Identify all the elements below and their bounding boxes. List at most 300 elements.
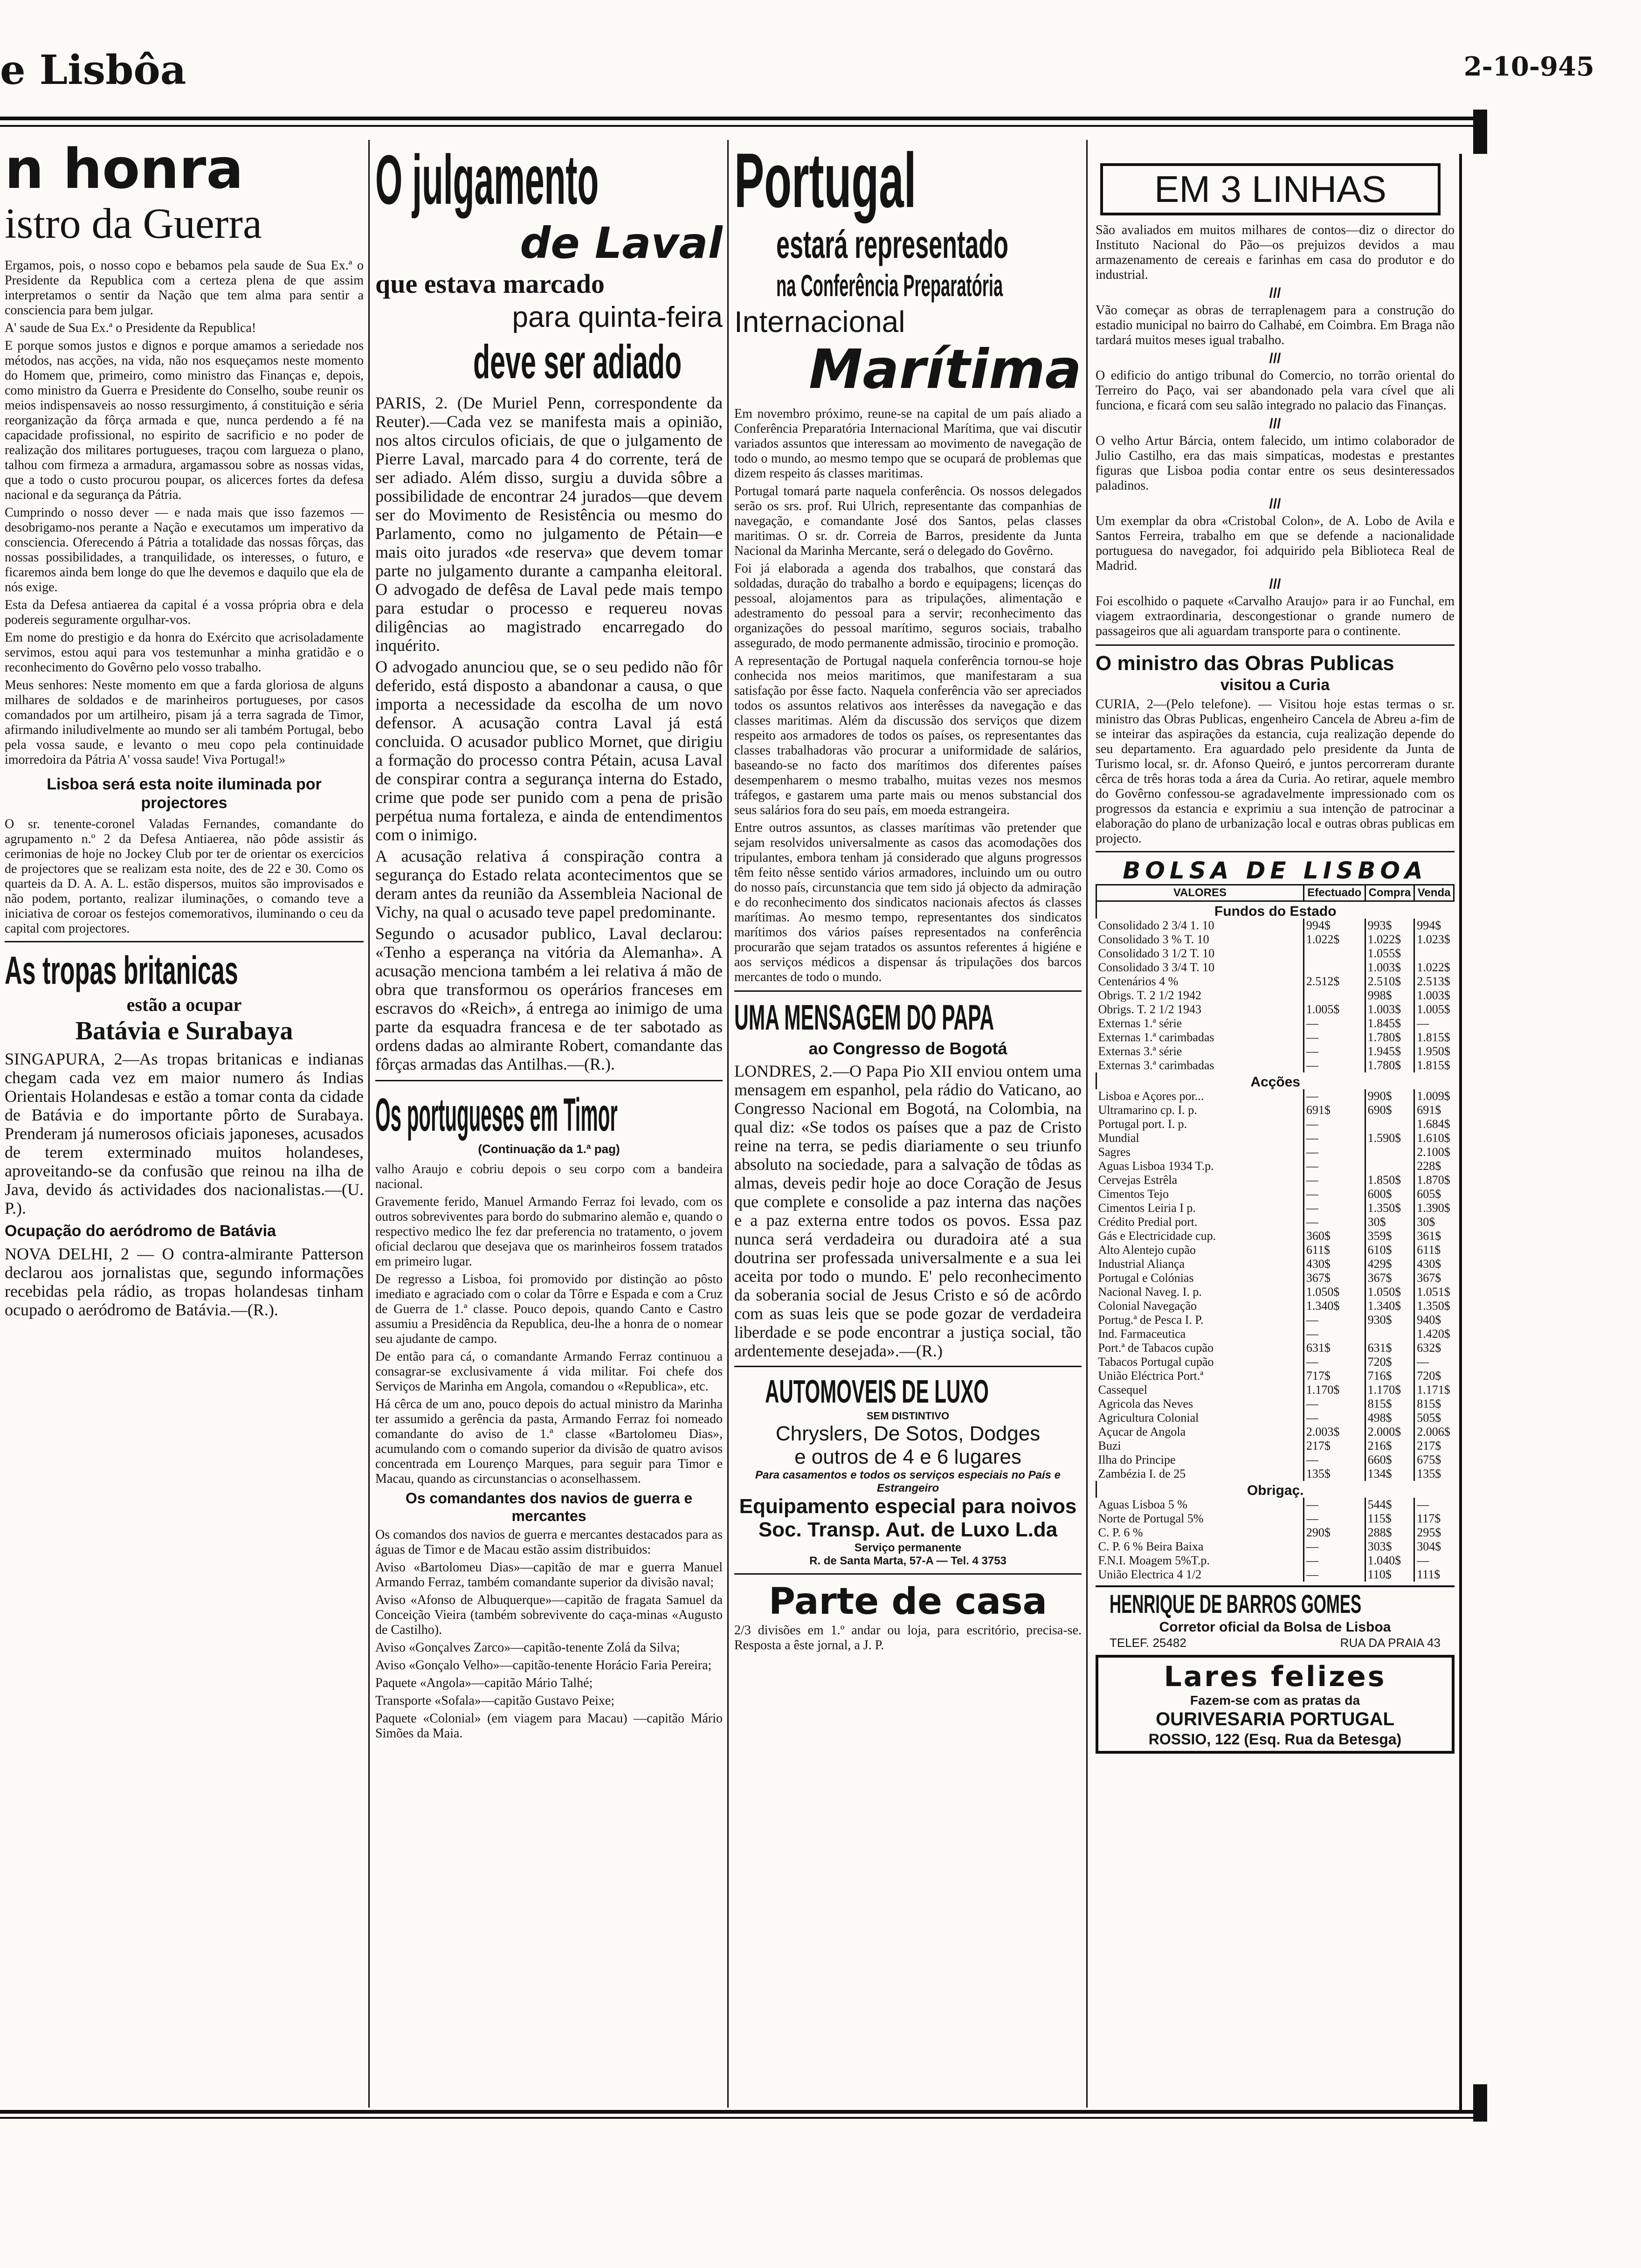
bolsa-cell-valor: Cimentos Leiria I p. bbox=[1098, 1201, 1196, 1215]
bolsa-cell-valor: C. P. 6 % Beira Baixa bbox=[1098, 1540, 1204, 1553]
col3-divider bbox=[734, 990, 1082, 992]
ad-gomes-phone: TELEF. 25482 bbox=[1110, 1636, 1186, 1650]
bolsa-cell-venda: 2.513$ bbox=[1414, 975, 1454, 989]
bolsa-cell-venda: 675$ bbox=[1414, 1453, 1454, 1467]
bolsa-cell-efectuado: — bbox=[1303, 1313, 1365, 1327]
col-divider-3 bbox=[1086, 140, 1088, 2108]
bolsa-cell-compra: 429$ bbox=[1365, 1257, 1414, 1271]
bolsa-row bbox=[1096, 1568, 1454, 1582]
bolsa-header-row bbox=[1096, 885, 1454, 901]
bolsa-cell-venda: 505$ bbox=[1414, 1411, 1454, 1425]
bolsa-cell-valor: Portug.ª de Pesca I. P. bbox=[1098, 1313, 1204, 1327]
bolsa-cell-valor: Externas 3.ª carimbadas bbox=[1098, 1058, 1214, 1072]
col4-sep-5: /// bbox=[1269, 576, 1281, 592]
bolsa-cell-efectuado: — bbox=[1303, 1215, 1365, 1229]
ad-lares-title: Lares felizes bbox=[1164, 1660, 1386, 1693]
col4-obras-text: CURIA, 2—(Pelo telefone). — Visitou hoje estas termas o sr. ministro das Obras Publicas, engenheiro Cancela de Abreu a-fim de se inteirar das aspirações da estancia, cuja realização depende do seu departamento. Era aguardado pelo presidente da Junta de Turismo local, sr. dr. Afonso Queiró, e juntos percorreram durante cêrca de três horas toda a área da Curia. Ao retirar, aquele membro do Govêrno confessou-se agradavelmente impressionado com os progressos da estancia e exprimiu a sua intenção de patrocinar a elaboração do plano de urbanização local e outras obras publicas em projecto. bbox=[1096, 697, 1455, 846]
bolsa-cell-compra: 2.510$ bbox=[1365, 975, 1414, 989]
bolsa-row bbox=[1096, 961, 1454, 975]
bolsa-row bbox=[1096, 1439, 1454, 1453]
bolsa-cell-efectuado: — bbox=[1303, 1355, 1365, 1369]
bolsa-cell-efectuado: — bbox=[1303, 1498, 1365, 1512]
ad-lares-line1: Fazem-se com as pratas da bbox=[1190, 1693, 1360, 1708]
bolsa-row bbox=[1096, 1243, 1454, 1257]
col2-timor-cont: (Continuação da 1.ª pag) bbox=[478, 1142, 620, 1156]
col3-headline-4: Internacional bbox=[734, 305, 905, 339]
col1-sub2: Ocupação do aeródromo de Batávia bbox=[5, 1222, 276, 1240]
bolsa-cell-valor: União Eléctrica Port.ª bbox=[1098, 1369, 1204, 1383]
bolsa-cell-efectuado: 1.340$ bbox=[1303, 1299, 1365, 1313]
col2-timor-para-2: Gravemente ferido, Manuel Armando Ferraz foi levado, com os outros sobreviventes para bordo do submarino alemão e, quando o respectivo medico lhe fez dar preferencia no tratamento, o jovem oficial declarou que desejava que os marinheiros fossem tratados em primeiro lugar. bbox=[375, 1195, 723, 1269]
bolsa-cell-valor: Ind. Farmaceutica bbox=[1098, 1327, 1186, 1341]
ad-parte-casa-text: 2/3 divisões em 1.º andar ou loja, para escritório, precisa-se. Resposta a êste jornal, a J. P. bbox=[734, 1623, 1082, 1653]
bolsa-cell-efectuado: 1.005$ bbox=[1303, 1003, 1365, 1016]
bolsa-cell-venda: 1.350$ bbox=[1414, 1299, 1454, 1313]
bolsa-cell-compra: 498$ bbox=[1365, 1411, 1414, 1425]
bolsa-cell-compra: 216$ bbox=[1365, 1439, 1414, 1453]
bolsa-row bbox=[1096, 1285, 1454, 1299]
bolsa-cell-valor: Ilha do Principe bbox=[1098, 1453, 1176, 1466]
col2-para-1: PARIS, 2. (De Muriel Penn, correspondente da Reuter).—Cada vez se manifesta mais a opinião, nos altos circulos oficiais, de que o julgamento de Pierre Laval, marcado para 4 do corrente, terá de ser adiado. Além disso, surgiu a duvida sôbre a possibilidade de encontrar 24 jurados—que devem ser do Movimento de Resistência ou mesmo do Parlamento, como no julgamento de Pétain—e mais oito jurados «de reserva» que devem tomar parte no julgamento durante a campanha eleitoral. O advogado de defêsa de Laval pede mais tempo para estudar o processo e requereu novas diligências ao magistrado encarregado do inquérito. bbox=[375, 394, 723, 655]
ad-gomes bbox=[1096, 1589, 1455, 1650]
bolsa-cell-efectuado: — bbox=[1303, 1058, 1365, 1072]
bolsa-cell-compra: 993$ bbox=[1365, 919, 1414, 933]
bolsa-cell-compra: 1.845$ bbox=[1365, 1016, 1414, 1030]
bolsa-cell-venda: 1.815$ bbox=[1414, 1030, 1454, 1044]
bolsa-cell-efectuado: 717$ bbox=[1303, 1369, 1365, 1383]
bolsa-cell-compra: 367$ bbox=[1365, 1271, 1414, 1285]
bolsa-cell-valor: Agricola das Neves bbox=[1098, 1397, 1193, 1411]
bolsa-cell-valor: Crédito Predial port. bbox=[1098, 1215, 1198, 1229]
column-3 bbox=[734, 140, 1082, 2103]
ad-gomes-name: HENRIQUE DE BARROS GOMES bbox=[1110, 1589, 1362, 1618]
bolsa-cell-compra bbox=[1365, 1327, 1414, 1341]
bolsa-cell-compra: 660$ bbox=[1365, 1453, 1414, 1467]
bolsa-cell-compra: 1.340$ bbox=[1365, 1299, 1414, 1313]
col3-papa-sub: ao Congresso de Bogotá bbox=[808, 1039, 1007, 1058]
bolsa-cell-compra: 631$ bbox=[1365, 1341, 1414, 1355]
col-divider-1 bbox=[368, 140, 370, 2108]
bolsa-table bbox=[1096, 884, 1455, 1582]
bolsa-cell-compra: 1.850$ bbox=[1365, 1173, 1414, 1187]
bolsa-cell-compra bbox=[1365, 1117, 1414, 1131]
bolsa-cell-valor: Consolidado 3 % T. 10 bbox=[1098, 933, 1209, 946]
ad-automoveis-line2: e outros de 4 e 6 lugares bbox=[794, 1445, 1021, 1468]
bolsa-row bbox=[1096, 933, 1454, 947]
bolsa-cell-venda: 111$ bbox=[1414, 1568, 1454, 1582]
bolsa-cell-efectuado: — bbox=[1303, 1397, 1365, 1411]
bolsa-cell-valor: Alto Alentejo cupão bbox=[1098, 1243, 1196, 1257]
bolsa-cell-valor: Obrigs. T. 2 1/2 1943 bbox=[1098, 1003, 1201, 1016]
bolsa-cell-compra: 1.945$ bbox=[1365, 1044, 1414, 1058]
bolsa-row bbox=[1096, 1271, 1454, 1285]
bolsa-cell-venda: 30$ bbox=[1414, 1215, 1454, 1229]
bolsa-cell-venda: 1.420$ bbox=[1414, 1327, 1454, 1341]
col3-papa-headline: UMA MENSAGEM DO PAPA bbox=[734, 998, 994, 1037]
col1-sub2-text: NOVA DELHI, 2 — O contra-almirante Patterson declarou aos jornalistas que, segundo informações recebidas pela rádio, as tropas holandesas tinham ocupado o aeródromo de Batávia.—(R.). bbox=[5, 1245, 364, 1319]
bottom-rule-thick bbox=[0, 2110, 1473, 2114]
col1-tropas-sub2: Batávia e Surabaya bbox=[75, 1016, 293, 1045]
bolsa-cell-efectuado: 1.050$ bbox=[1303, 1285, 1365, 1299]
bolsa-cell-valor: Aguas Lisboa 1934 T.p. bbox=[1098, 1159, 1214, 1173]
bolsa-cell-compra: 1.050$ bbox=[1365, 1285, 1414, 1299]
bolsa-cell-valor: Portugal port. I. p. bbox=[1098, 1117, 1187, 1131]
bolsa-cell-compra: 720$ bbox=[1365, 1355, 1414, 1369]
bolsa-cell-efectuado: — bbox=[1303, 1512, 1365, 1526]
bolsa-section-label: Acções bbox=[1096, 1072, 1454, 1089]
ad-automoveis-title: AUTOMOVEIS DE LUXO bbox=[765, 1373, 989, 1410]
ad-lares bbox=[1096, 1655, 1455, 1754]
bolsa-cell-compra: 359$ bbox=[1365, 1229, 1414, 1243]
bolsa-row bbox=[1096, 1030, 1454, 1044]
bolsa-cell-valor: Externas 1.ª série bbox=[1098, 1016, 1182, 1030]
bolsa-cell-compra: 1.780$ bbox=[1365, 1030, 1414, 1044]
bolsa-row bbox=[1096, 1044, 1454, 1058]
bolsa-cell-efectuado bbox=[1303, 989, 1365, 1003]
col4-item-1: São avaliados em muitos milhares de contos—diz o director do Instituto Nacional do Pão—os prejuizos devidos a mau armazenamento de cereais e farinhas em casa do produtor e do industrial. bbox=[1096, 223, 1455, 282]
ad-automoveis-line1: Chryslers, De Sotos, Dodges bbox=[775, 1422, 1041, 1445]
col2-timor-headline: Os portugueses em Timor bbox=[375, 1089, 618, 1141]
bolsa-row bbox=[1096, 989, 1454, 1003]
bolsa-cell-compra: 990$ bbox=[1365, 1089, 1414, 1103]
bolsa-header-venda: Venda bbox=[1414, 885, 1454, 901]
bolsa-row bbox=[1096, 1383, 1454, 1397]
bolsa-cell-venda: 361$ bbox=[1414, 1229, 1454, 1243]
col1-subheadline: istro da Guerra bbox=[5, 200, 262, 247]
bolsa-section-header bbox=[1096, 901, 1454, 919]
bolsa-row bbox=[1096, 1145, 1454, 1159]
bolsa-cell-valor: Externas 1.ª carimbadas bbox=[1098, 1030, 1214, 1044]
col2-para-4: Segundo o acusador publico, Laval declarou: «Tenho a esperança na vitória da Alemanha». A acusação menciona também a lei relativa á mão de obra que transformou os operários franceses em escravos do «Reich», á entrega ao inimigo de uma parte da esquadra francesa e de ter sabotado as ordens dadas ao almirante Robert, comandante das fôrças armadas das Antilhas.—(R.). bbox=[375, 924, 723, 1073]
bolsa-row bbox=[1096, 1327, 1454, 1341]
column-1 bbox=[5, 140, 364, 2103]
bolsa-cell-venda: 1.390$ bbox=[1414, 1201, 1454, 1215]
col4-divider bbox=[1096, 644, 1455, 646]
bolsa-row bbox=[1096, 1058, 1454, 1072]
bolsa-cell-venda: — bbox=[1414, 1355, 1454, 1369]
bolsa-cell-venda: 1.023$ bbox=[1414, 933, 1454, 947]
bolsa-cell-valor: Colonial Navegação bbox=[1098, 1299, 1197, 1313]
bolsa-cell-compra: 1.022$ bbox=[1365, 933, 1414, 947]
ad-gomes-address: RUA DA PRAIA 43 bbox=[1340, 1636, 1441, 1650]
bolsa-row bbox=[1096, 1299, 1454, 1313]
col2-divider bbox=[375, 1080, 723, 1081]
top-rule-thin bbox=[0, 125, 1473, 127]
bolsa-cell-venda: — bbox=[1414, 1016, 1454, 1030]
col1-para-4: Cumprindo o nosso dever — e nada mais que isso fazemos — desobrigamo-nos perante a Nação e executamos um imperativo da consciencia. Oferecendo á Pátria a totalidade das nossas fôrças, das nossas possibilidades, a tranquilidade, os interesses, o futuro, e ficaremos ainda bem longe do que lhe devemos e daquilo que ela de nós exige. bbox=[5, 505, 364, 595]
bolsa-cell-valor: Consolidado 3 3/4 T. 10 bbox=[1098, 961, 1215, 974]
col3-headline-5: Marítima bbox=[808, 338, 1082, 401]
bolsa-row bbox=[1096, 1540, 1454, 1554]
col1-para-1: Ergamos, pois, o nosso copo e bebamos pela saude de Sua Ex.ª o Presidente da Republica com a certeza plena de que assim interpretamos o sentir da Nação que tem alma para sentir a consciencia para bem julgar. bbox=[5, 258, 364, 318]
bolsa-cell-venda: 295$ bbox=[1414, 1526, 1454, 1540]
bolsa-cell-venda: 1.815$ bbox=[1414, 1058, 1454, 1072]
bolsa-row bbox=[1096, 1173, 1454, 1187]
bolsa-header-efectuado: Efectuado bbox=[1303, 885, 1365, 901]
bolsa-cell-compra: 1.055$ bbox=[1365, 947, 1414, 961]
col4-sep-1: /// bbox=[1269, 285, 1281, 301]
bolsa-cell-efectuado: — bbox=[1303, 1131, 1365, 1145]
bolsa-cell-compra: 303$ bbox=[1365, 1540, 1414, 1554]
ad-automoveis-line7: R. de Santa Marta, 57-A — Tel. 4 3753 bbox=[809, 1555, 1007, 1567]
col1-sub1-text: O sr. tenente-coronel Valadas Fernandes, comandante do agrupamento n.º 2 da Defesa Antiaerea, não pôde assistir ás cerimonias de hoje no Jockey Club por ter de orientar os exercicios de projectores que se realizam esta noite, des de 22 e 30. Como os quarteis da D. A. A. L. estão dispersos, muitos são improvisados e não podem, portanto, realizar iluminações, o comando teve a iniciativa de coroar os festejos comemorativos, iluminando o ceu da capital com projectores. bbox=[5, 817, 364, 936]
bolsa-cell-efectuado: — bbox=[1303, 1159, 1365, 1173]
col2-para-2: O advogado anunciou que, se o seu pedido não fôr deferido, está disposto a abandonar a causa, o que importa a necessidade da escolha de um novo defensor. A acusação contra Laval já está concluida. O acusador publico Mornet, que dirigiu a formação do processo contra Pétain, acusa Laval de conspirar contra a segurança interna do Estado, crime que pode ser punido com a pena de prisão perpétua numa fortaleza, e ainda de entendimentos com o inimigo. bbox=[375, 657, 723, 844]
bolsa-row bbox=[1096, 1159, 1454, 1173]
bolsa-cell-compra: 1.040$ bbox=[1365, 1554, 1414, 1568]
bolsa-cell-valor: Industrial Aliança bbox=[1098, 1257, 1185, 1271]
bolsa-cell-compra: 110$ bbox=[1365, 1568, 1414, 1582]
bolsa-cell-efectuado: 2.512$ bbox=[1303, 975, 1365, 989]
bolsa-cell-efectuado: 1.022$ bbox=[1303, 933, 1365, 947]
bolsa-cell-valor: Sagres bbox=[1098, 1145, 1131, 1159]
bolsa-section-header bbox=[1096, 1481, 1454, 1498]
bolsa-cell-compra: 288$ bbox=[1365, 1526, 1414, 1540]
col2-timor-para-1: valho Araujo e cobriu depois o seu corpo com a bandeira nacional. bbox=[375, 1162, 723, 1191]
col2-timor-sub-para-7: Transporte «Sofala»—capitão Gustavo Peixe; bbox=[375, 1694, 614, 1708]
bottom-right-block bbox=[1473, 2084, 1487, 2122]
bolsa-row bbox=[1096, 1425, 1454, 1439]
col4-obras-headline: O ministro das Obras Publicas bbox=[1096, 652, 1394, 675]
col4-sep-4: /// bbox=[1269, 496, 1281, 512]
ad-lares-line2: OURIVESARIA PORTUGAL bbox=[1156, 1709, 1394, 1729]
bolsa-cell-compra: 1.780$ bbox=[1365, 1058, 1414, 1072]
bolsa-cell-valor: Obrigs. T. 2 1/2 1942 bbox=[1098, 989, 1201, 1002]
bolsa-cell-efectuado: — bbox=[1303, 1173, 1365, 1187]
bolsa-cell-compra: 716$ bbox=[1365, 1369, 1414, 1383]
bolsa-header-valores: VALORES bbox=[1096, 885, 1304, 901]
bolsa-row bbox=[1096, 1397, 1454, 1411]
bolsa-row bbox=[1096, 947, 1454, 961]
col1-divider bbox=[5, 941, 364, 942]
bolsa-cell-venda: 994$ bbox=[1414, 919, 1454, 933]
bolsa-cell-valor: Ultramarino cp. I. p. bbox=[1098, 1103, 1197, 1117]
column-4 bbox=[1096, 140, 1455, 2103]
bolsa-cell-efectuado: — bbox=[1303, 1187, 1365, 1201]
bolsa-cell-valor: Port.ª de Tabacos cupão bbox=[1098, 1341, 1214, 1355]
bolsa-cell-venda: 430$ bbox=[1414, 1257, 1454, 1271]
col2-timor-para-4: De então para cá, o comandante Armando Ferraz continuou a consagrar-se exclusivamente á vida militar. Foi chefe dos Serviços de Marinha em Angola, comandou o «Republica», etc. bbox=[375, 1349, 723, 1394]
bolsa-cell-venda: 117$ bbox=[1414, 1512, 1454, 1526]
bolsa-row bbox=[1096, 1355, 1454, 1369]
bolsa-cell-efectuado: — bbox=[1303, 1030, 1365, 1044]
col1-para-7: Meus senhores: Neste momento em que a farda gloriosa de alguns milhares de soldados e de marinheiros portugueses, por casos comandados por um artilheiro, pisam já a terra sagrada de Timor, afirmando iniludivelmente ao mundo ser ali também Portugal, bebo pela vossa saude, e levanto o meu copo pela continuidade imorredoira da Pátria A' vossa saude! Viva Portugal!» bbox=[5, 678, 364, 767]
bolsa-row bbox=[1096, 919, 1454, 933]
col2-timor-para-5: Há cêrca de um ano, pouco depois do actual ministro da Marinha ter assumido a gerência da pasta, Armando Ferraz foi nomeado comandante do aviso de 1.ª classe «Bartolomeu Dias», acumulando com o comando superior da divisão de quatro avisos concentrada em Lourenço Marques, para seguir para Timor e Macau, quando as circunstancias o aconselhassem. bbox=[375, 1397, 723, 1486]
col3-para-3: Foi já elaborada a agenda dos trabalhos, que constará das soldadas, duração do trabalho a bordo e equipagens; licenças do pessoal, alojamentos para as tripulações, alimentação e adestramento do pessoal para a servir; reconhecimento das organizações do pessoal marítimo, seguros sociais, trabalho assegurado, de modo permanente admissão, tirocinio e promoção. bbox=[734, 561, 1082, 650]
col1-article bbox=[5, 258, 364, 768]
col4-item-5: Um exemplar da obra «Cristobal Colon», de A. Lobo de Avila e Santos Ferreira, trabalho em que se defende a nacionalidade portuguesa do navegador, foi adquirido pela Biblioteca Real de Madrid. bbox=[1096, 514, 1455, 573]
bolsa-cell-valor: Cimentos Tejo bbox=[1098, 1187, 1169, 1201]
bolsa-cell-valor: Centenários 4 % bbox=[1098, 975, 1179, 988]
bolsa-section-header bbox=[1096, 1072, 1454, 1089]
bolsa-cell-valor: Zambézia I. de 25 bbox=[1098, 1467, 1186, 1480]
top-right-block bbox=[1473, 110, 1487, 154]
bolsa-cell-compra: 1.003$ bbox=[1365, 1003, 1414, 1016]
bolsa-cell-efectuado: 217$ bbox=[1303, 1439, 1365, 1453]
bolsa-cell-venda: 691$ bbox=[1414, 1103, 1454, 1117]
bolsa-cell-efectuado: 290$ bbox=[1303, 1526, 1365, 1540]
bolsa-cell-venda: 135$ bbox=[1414, 1467, 1454, 1481]
bolsa-cell-efectuado: 430$ bbox=[1303, 1257, 1365, 1271]
bolsa-row bbox=[1096, 1229, 1454, 1243]
col2-headline-2: de Laval bbox=[520, 218, 723, 268]
col1-headline: n honra bbox=[5, 140, 243, 201]
bolsa-cell-efectuado bbox=[1303, 961, 1365, 975]
bolsa-cell-valor: Buzi bbox=[1098, 1439, 1121, 1452]
bolsa-cell-efectuado: 611$ bbox=[1303, 1243, 1365, 1257]
bolsa-cell-venda: 1.610$ bbox=[1414, 1131, 1454, 1145]
col2-timor-sub-para-4: Aviso «Gonçalves Zarco»—capitão-tenente Zolá da Silva; bbox=[375, 1640, 680, 1655]
bolsa-cell-venda: 2.100$ bbox=[1414, 1145, 1454, 1159]
bolsa-row bbox=[1096, 1554, 1454, 1568]
col1-sub1: Lisboa será esta noite iluminada por projectores bbox=[47, 775, 322, 812]
bolsa-cell-efectuado: 994$ bbox=[1303, 919, 1365, 933]
bolsa-cell-compra: 600$ bbox=[1365, 1187, 1414, 1201]
bolsa-row bbox=[1096, 1117, 1454, 1131]
bolsa-cell-valor: Lisboa e Açores por... bbox=[1098, 1089, 1204, 1103]
col2-headline-3: que estava marcado bbox=[375, 269, 605, 299]
bolsa-cell-venda: 1.022$ bbox=[1414, 961, 1454, 975]
ad-parte-casa-title: Parte de casa bbox=[768, 1581, 1048, 1623]
col3-para-4: A representação de Portugal naquela conferência tornou-se hoje conhecida nos meios maritimos, que manifestaram a sua satisfação por êsse facto. Naquela conferência vão ser apreciados todos os assuntos relativos aos interêsses da navegação e das classes maritimas. Além da discussão dos serviços que dizem respeito aos armadores de todos os países, os representantes das classes trabalhadoras vão procurar a uniformidade de salários, baseando-se no facto dos marítimos dos diferentes países desempenharem o mesmo trabalho, muitas vezes nos mesmos tráfegos, e gastarem uma parte mais ou menos substancial dos seus salários fora do seu país, em moeda estrangeira. bbox=[734, 654, 1082, 817]
masthead-title: e Lisbôa bbox=[0, 47, 186, 94]
bolsa-cell-venda: 1.003$ bbox=[1414, 989, 1454, 1003]
bolsa-cell-venda: 940$ bbox=[1414, 1313, 1454, 1327]
col2-timor-sub-para-1: Os comandos dos navios de guerra e mercantes destacados para as águas de Timor e de Macau estão assim distribuidos: bbox=[375, 1528, 723, 1557]
bolsa-cell-compra: 930$ bbox=[1365, 1313, 1414, 1327]
col1-tropas-headline: As tropas britanicas bbox=[5, 948, 238, 992]
bolsa-cell-efectuado: — bbox=[1303, 1411, 1365, 1425]
bolsa-cell-valor: F.N.I. Moagem 5%T.p. bbox=[1098, 1554, 1210, 1567]
bolsa-row bbox=[1096, 1341, 1454, 1355]
bolsa-cell-venda: 1.005$ bbox=[1414, 1003, 1454, 1016]
col3-divider-3 bbox=[734, 1573, 1082, 1575]
ad-automoveis bbox=[734, 1373, 1082, 1568]
col3-para-2: Portugal tomará parte naquela conferência. Os nossos delegados serão os srs. prof. Rui Ulrich, representante das companhias de navegação, e comandante José dos Santos, pelas classes maritimas. O sr. dr. Correia de Barros, presidente da Junta Nacional da Marinha Mercante, será o delegado do Govêrno. bbox=[734, 484, 1082, 558]
bolsa-cell-efectuado: — bbox=[1303, 1016, 1365, 1030]
col2-timor-sub-para-2: Aviso «Bartolomeu Dias»—capitão de mar e guerra Manuel Armando Ferraz, também comandante superior da divisão naval; bbox=[375, 1560, 723, 1590]
bolsa-cell-compra: 1.590$ bbox=[1365, 1131, 1414, 1145]
bolsa-row bbox=[1096, 1453, 1454, 1467]
bolsa-cell-venda: 815$ bbox=[1414, 1397, 1454, 1411]
ad-gomes-line1: Corretor oficial da Bolsa de Lisboa bbox=[1159, 1619, 1391, 1635]
bolsa-cell-valor: Mundial bbox=[1098, 1131, 1139, 1145]
bolsa-cell-valor: C. P. 6 % bbox=[1098, 1526, 1143, 1539]
bolsa-cell-venda: 1.171$ bbox=[1414, 1383, 1454, 1397]
bolsa-cell-efectuado: 2.003$ bbox=[1303, 1425, 1365, 1439]
col2-timor-sub-para-6: Paquete «Angola»—capitão Mário Talhé; bbox=[375, 1676, 593, 1690]
col4-item-3: O edificio do antigo tribunal do Comercio, no torrão oriental do Terreiro do Paço, vai ser abandonado pela vara cível que ali funciona, e ficará com seu salão integrado no palacio das Finanças. bbox=[1096, 368, 1455, 413]
col1-para-3: E porque somos justos e dignos e porque amamos a seriedade nos métodos, nas acções, na vida, não nos esqueçamos neste momento do Homem que, primeiro, como ministro das Finanças e, depois, como ministro da Guerra e Presidente do Conselho, soube reunir os meios indispensaveis ao nosso ressurgimento, á constituição e séria reorganização da fôrça armada e que, nunca perdendo a fé na capacidade profissional, no espirito de sacrificio e no poder de realização dos militares portugueses, traçou com largueza o plano, talhou com firmeza a armadura, argamassou sobre as nossas vidas, que a todo o custo procurou poupar, os alicerces fortes da defesa nacional e da segurança da Pátria. bbox=[5, 339, 364, 502]
bolsa-cell-efectuado: — bbox=[1303, 1453, 1365, 1467]
masthead-date: 2-10-945 bbox=[1463, 51, 1594, 82]
col4-divider-2 bbox=[1096, 851, 1455, 852]
bolsa-cell-venda: 304$ bbox=[1414, 1540, 1454, 1554]
bolsa-cell-efectuado: 135$ bbox=[1303, 1467, 1365, 1481]
bolsa-cell-compra: 998$ bbox=[1365, 989, 1414, 1003]
bolsa-row bbox=[1096, 1257, 1454, 1271]
bolsa-cell-efectuado: — bbox=[1303, 1201, 1365, 1215]
bolsa-row bbox=[1096, 1016, 1454, 1030]
col-divider-2 bbox=[727, 140, 729, 2108]
col3-para-5: Entre outros assuntos, as classes marítimas vão pretender que sejam resolvidos universalmente as casos das acomodações dos tripulantes, embora tenham já considerado que alguns progressos têm feito nêsse sentido vários armadores, incluindo um ou outro do nosso país, circunstancia que tem sido já objecto da admiração e do reconhecimento dos sindicatos nacionais afectos ás classes marítimas. Ao mesmo tempo, representantes dos sindicatos marítimos dos vários países representados na conferência procurarão que sejam tratados os assuntos referentes á higiéne e aos serviços médicos a dispensar ás tripulações dos barcos mercantes de todo o mundo. bbox=[734, 821, 1082, 984]
col4-item-2: Vão começar as obras de terraplenagem para a construção do estadio municipal no bairro do Calhabé, em Coimbra. Em Braga não tardará muitos meses igual trabalho. bbox=[1096, 303, 1455, 347]
bolsa-cell-efectuado: — bbox=[1303, 1327, 1365, 1341]
col2-para-3: A acusação relativa á conspiração contra a segurança do Estado relata acontecimentos que se deram antes da reunião da Assembleia Nacional de Vichy, na qual o acusado teve papel predominante. bbox=[375, 847, 723, 921]
bolsa-cell-compra: 134$ bbox=[1365, 1467, 1414, 1481]
col2-timor-para-3: De regresso a Lisboa, foi promovido por distinção ao pôsto imediato e agraciado com o colar da Tôrre e Espada e com a Cruz de Guerra de 1.ª classe. Pouco depois, quando Canto e Castro assumiu a Presidência da Republica, deu-lhe a honra de o nomear seu ajudante de campo. bbox=[375, 1272, 723, 1346]
bolsa-cell-valor: União Electrica 4 1/2 bbox=[1098, 1568, 1202, 1581]
col2-timor-sub: Os comandantes dos navios de guerra e mercantes bbox=[405, 1490, 693, 1524]
col1-para-2: A' saude de Sua Ex.ª o Presidente da Republica! bbox=[5, 321, 256, 335]
bolsa-row bbox=[1096, 1467, 1454, 1481]
bolsa-cell-venda: — bbox=[1414, 1554, 1454, 1568]
bolsa-row bbox=[1096, 1512, 1454, 1526]
col2-headline-4: para quinta-feira bbox=[512, 301, 723, 333]
bolsa-cell-compra: 30$ bbox=[1365, 1215, 1414, 1229]
bolsa-cell-venda: 720$ bbox=[1414, 1369, 1454, 1383]
bolsa-cell-efectuado: 631$ bbox=[1303, 1341, 1365, 1355]
bolsa-cell-valor: Açucar de Angola bbox=[1098, 1425, 1186, 1438]
col4-obras-sub: visitou a Curia bbox=[1220, 676, 1330, 694]
bolsa-row bbox=[1096, 1089, 1454, 1103]
bolsa-cell-compra bbox=[1365, 1145, 1414, 1159]
bolsa-cell-efectuado: 1.170$ bbox=[1303, 1383, 1365, 1397]
ad-lares-line3: ROSSIO, 122 (Esq. Rua da Betesga) bbox=[1148, 1731, 1402, 1748]
bolsa-cell-compra: 690$ bbox=[1365, 1103, 1414, 1117]
bolsa-cell-valor: Consolidado 2 3/4 1. 10 bbox=[1098, 919, 1214, 932]
col1-tropas-text: SINGAPURA, 2—As tropas britanicas e indianas chegam cada vez em maior numero ás Indias Orientais Holandesas e estão a tomar conta da cidade de Batávia e do importante pôrto de Surabaya. Prenderam já numerosos oficiais japoneses, acusados de terem exterminado muitos holandeses, aproveitando-se da confusão que reinou na ilha de Java, devido ás actividades dos nacionalistas.—(U. P.). bbox=[5, 1050, 364, 1217]
bolsa-row bbox=[1096, 1313, 1454, 1327]
col4-item-4: O velho Artur Bárcia, ontem falecido, um intimo colaborador de Julio Castilho, era das mais simpaticas, modestas e prestantes figuras que Lisboa podia contar entre os seus desinteressados paladinos. bbox=[1096, 434, 1455, 493]
bolsa-section-label: Fundos do Estado bbox=[1096, 901, 1454, 919]
em3linhas-title: EM 3 LINHAS bbox=[1154, 168, 1386, 210]
col4-item-6: Foi escolhido o paquete «Carvalho Araujo» para ir ao Funchal, em viagem extraordinaria, descongestionar o grande numero de passageiros que ali aguardam transporte para o continente. bbox=[1096, 594, 1455, 638]
right-vertical-rule bbox=[1459, 154, 1462, 2112]
bolsa-cell-valor: Norte de Portugal 5% bbox=[1098, 1512, 1204, 1525]
bolsa-cell-valor: Portugal e Colónias bbox=[1098, 1271, 1194, 1285]
bolsa-row bbox=[1096, 1201, 1454, 1215]
bolsa-cell-venda: 1.009$ bbox=[1414, 1089, 1454, 1103]
bolsa-row bbox=[1096, 1215, 1454, 1229]
bolsa-cell-compra: 544$ bbox=[1365, 1498, 1414, 1512]
bolsa-cell-valor: Nacional Naveg. I. p. bbox=[1098, 1285, 1202, 1299]
bolsa-cell-efectuado: 367$ bbox=[1303, 1271, 1365, 1285]
bolsa-cell-venda: 217$ bbox=[1414, 1439, 1454, 1453]
bolsa-row bbox=[1096, 975, 1454, 989]
bolsa-cell-compra: 115$ bbox=[1365, 1512, 1414, 1526]
bolsa-row bbox=[1096, 1187, 1454, 1201]
bolsa-header-compra: Compra bbox=[1365, 885, 1414, 901]
bolsa-cell-compra: 2.000$ bbox=[1365, 1425, 1414, 1439]
bolsa-cell-compra: 1.350$ bbox=[1365, 1201, 1414, 1215]
bolsa-cell-efectuado: 360$ bbox=[1303, 1229, 1365, 1243]
bolsa-cell-compra: 1.170$ bbox=[1365, 1383, 1414, 1397]
bolsa-cell-efectuado: — bbox=[1303, 1568, 1365, 1582]
col2-timor-sub-para-3: Aviso «Afonso de Albuquerque»—capitão de fragata Samuel da Conceição Vieira (também sobrevivente do caça-minas «Augusto de Castilho). bbox=[375, 1593, 723, 1637]
bolsa-cell-venda: 1.950$ bbox=[1414, 1044, 1454, 1058]
bolsa-cell-venda: 1.051$ bbox=[1414, 1285, 1454, 1299]
bolsa-cell-valor: Aguas Lisboa 5 % bbox=[1098, 1498, 1187, 1511]
bolsa-row bbox=[1096, 1003, 1454, 1016]
bolsa-cell-venda: 1.870$ bbox=[1414, 1173, 1454, 1187]
col1-para-5: Esta da Defesa antiaerea da capital é a vossa própria obra e dela podereis seguramente orgulhar-vos. bbox=[5, 598, 364, 627]
bolsa-cell-efectuado: — bbox=[1303, 1089, 1365, 1103]
col2-headline: O julgamento bbox=[375, 140, 599, 219]
col4-sep-3: /// bbox=[1269, 416, 1281, 431]
bolsa-cell-efectuado: — bbox=[1303, 1540, 1365, 1554]
